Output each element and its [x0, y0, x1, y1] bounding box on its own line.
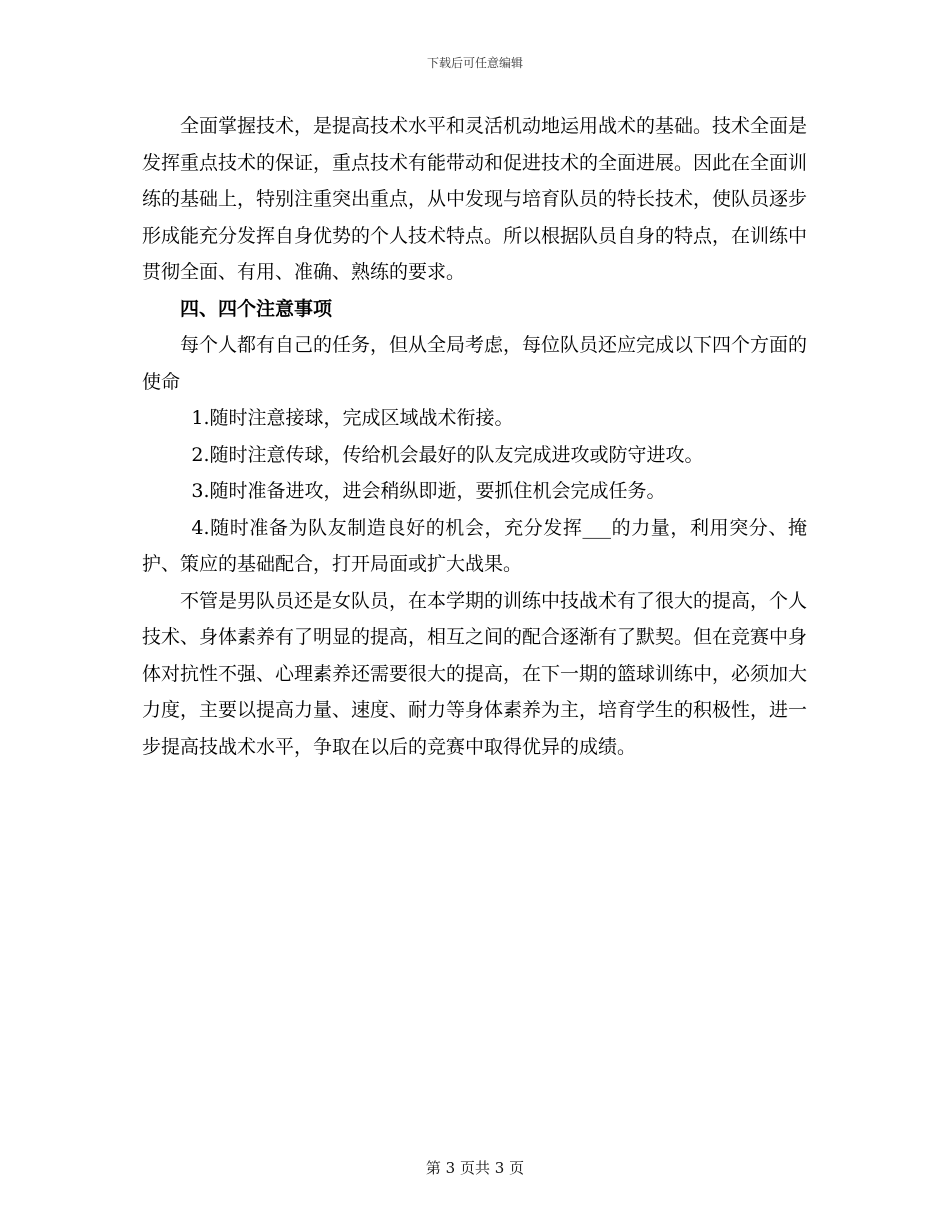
document-body — [142, 108, 807, 765]
page-header: 下载后可任意编辑 — [426, 56, 523, 70]
list-item-2: 2.随时注意传球，传给机会最好的队友完成进攻或防守进攻。 — [191, 443, 704, 466]
list-item-4: 4.随时准备为队友制造良好的机会，充分发挥___的力量，利用突分、掩护、策应的基础配合，打开局面或扩大战果。 — [142, 516, 807, 575]
list-item-1: 1.随时注意接球，完成区域战术衔接。 — [191, 407, 514, 429]
list-item-3: 3.随时准备进攻，进会稍纵即逝，要抓住机会完成任务。 — [191, 480, 666, 502]
paragraph-mission-intro: 每个人都有自己的任务，但从全局考虑，每位队员还应完成以下四个方面的使命 — [142, 334, 808, 393]
paragraph-summary: 不管是男队员还是女队员，在本学期的训练中技战术有了很大的提高，个人技术、身体素养有了明显的提高，相互之间的配合逐渐有了默契。但在竞赛中身体对抗性不强、心理素养还需要很大的提高，在下一期的篮球训练中，必须加大力度，主要以提高力量、速度、耐力等身体素养为主，培育学生的积极性，进一步提高技战术水平，争取在以后的竞赛中取得优异的成绩。 — [142, 589, 808, 758]
section-heading: 四、四个注意事项 — [180, 297, 333, 320]
page-footer: 第 3 页共 3 页 — [425, 1159, 525, 1177]
paragraph-technique: 全面掌握技术，是提高技术水平和灵活机动地运用战术的基础。技术全面是发挥重点技术的保证，重点技术有能带动和促进技术的全面进展。因此在全面训练的基础上，特别注重突出重点，从中发现与培育队员的特长技术，使队员逐步形成能充分发挥自身优势的个人技术特点。所以根据队员自身的特点，在训练中贯彻全面、有用、准确、熟练的要求。 — [142, 115, 808, 283]
